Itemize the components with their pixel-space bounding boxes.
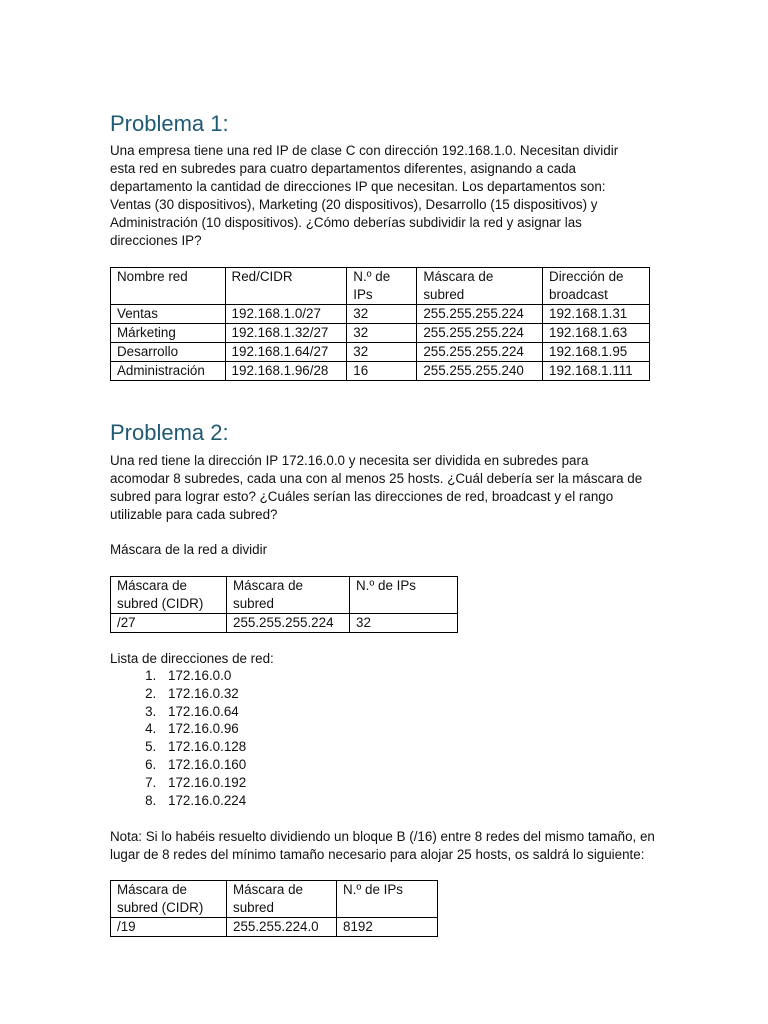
problem2-text: Una red tiene la dirección IP 172.16.0.0 y necesita ser dividida en subredes para acomodar 8 subredes, cada una con al menos 25 hosts. ¿Cuál debería ser la máscara de subred para lograr esto? ¿Cuáles serían las direcciones de red, broadcast y el rango utilizable para cada subred? (110, 453, 643, 522)
mask-table (110, 576, 458, 633)
header-cell: N.º de IPs (347, 268, 417, 305)
cell: Administración (111, 362, 226, 381)
cell: 255.255.255.224 (417, 324, 543, 343)
list-item: 1. 172.16.0.0 (160, 667, 460, 685)
problem2-title: Problema 2: (110, 420, 229, 445)
cell: 255.255.255.224 (417, 305, 543, 324)
table-row (111, 305, 650, 324)
cell: Desarrollo (111, 343, 226, 362)
list-item: 3. 172.16.0.64 (160, 703, 460, 721)
note-text: Nota: Si lo habéis resuelto dividiendo un bloque B (/16) entre 8 redes del mismo tamaño, en lugar de 8 redes del mínimo tamaño necesario para alojar 25 hosts, os saldrá lo siguiente: (110, 829, 655, 862)
cell: 255.255.255.224 (417, 343, 543, 362)
header-cell: Máscara de subred (CIDR) (111, 881, 227, 918)
network-list-label: Lista de direcciones de red: (110, 651, 274, 666)
cell: 192.168.1.96/28 (225, 362, 347, 381)
cell: Ventas (111, 305, 226, 324)
cell: 32 (350, 614, 458, 633)
header-cell: Máscara de subred (227, 881, 337, 918)
list-item: 4. 172.16.0.96 (160, 720, 460, 738)
list-item: 6. 172.16.0.160 (160, 756, 460, 774)
list-item: 2. 172.16.0.32 (160, 685, 460, 703)
cell: 16 (347, 362, 417, 381)
cell: 255.255.224.0 (227, 918, 337, 937)
table-header-row (111, 577, 458, 614)
table-row (111, 918, 438, 937)
table-header-row (111, 268, 650, 305)
table-row (111, 343, 650, 362)
cell: 192.168.1.64/27 (225, 343, 347, 362)
cell: 192.168.1.63 (543, 324, 650, 343)
cell: 255.255.255.240 (417, 362, 543, 381)
cell: 192.168.1.31 (543, 305, 650, 324)
cell: 32 (347, 324, 417, 343)
list-item: 7. 172.16.0.192 (160, 774, 460, 792)
header-cell: Máscara de subred (CIDR) (111, 577, 227, 614)
problem1-title: Problema 1: (110, 111, 229, 136)
cell: 192.168.1.95 (543, 343, 650, 362)
header-cell: N.º de IPs (350, 577, 458, 614)
cell: 192.168.1.32/27 (225, 324, 347, 343)
header-cell: Nombre red (111, 268, 226, 305)
cell: 192.168.1.111 (543, 362, 650, 381)
table-header-row (111, 881, 438, 918)
header-cell: Máscara de subred (417, 268, 543, 305)
table-row (111, 362, 650, 381)
list-item: 5. 172.16.0.128 (160, 738, 460, 756)
cell: 32 (347, 305, 417, 324)
cell: Márketing (111, 324, 226, 343)
network-list (110, 667, 460, 809)
table-row (111, 324, 650, 343)
cell: /19 (111, 918, 227, 937)
cell: 8192 (337, 918, 438, 937)
cell: 32 (347, 343, 417, 362)
note-table (110, 880, 438, 937)
header-cell: Red/CIDR (225, 268, 347, 305)
header-cell: N.º de IPs (337, 881, 438, 918)
mask-label: Máscara de la red a dividir (110, 542, 268, 557)
cell: /27 (111, 614, 227, 633)
header-cell: Máscara de subred (227, 577, 350, 614)
cell: 255.255.255.224 (227, 614, 350, 633)
table-row (111, 614, 458, 633)
list-item: 8. 172.16.0.224 (160, 792, 460, 810)
problem1-text: Una empresa tiene una red IP de clase C con dirección 192.168.1.0. Necesitan dividir esta red en subredes para cuatro departamentos diferentes, asignando a cada departamento la cantidad de direcciones IP que necesitan. Los departamentos son: Ventas (30 dispositivos), Marketing (20 dispositivos), Desarrollo (15 dispositivos) y Administración (10 dispositivos). ¿Cómo deberías subdividir la red y asignar las direcciones IP? (110, 143, 619, 248)
cell: 192.168.1.0/27 (225, 305, 347, 324)
problem1-table (110, 267, 650, 381)
header-cell: Dirección de broadcast (543, 268, 650, 305)
